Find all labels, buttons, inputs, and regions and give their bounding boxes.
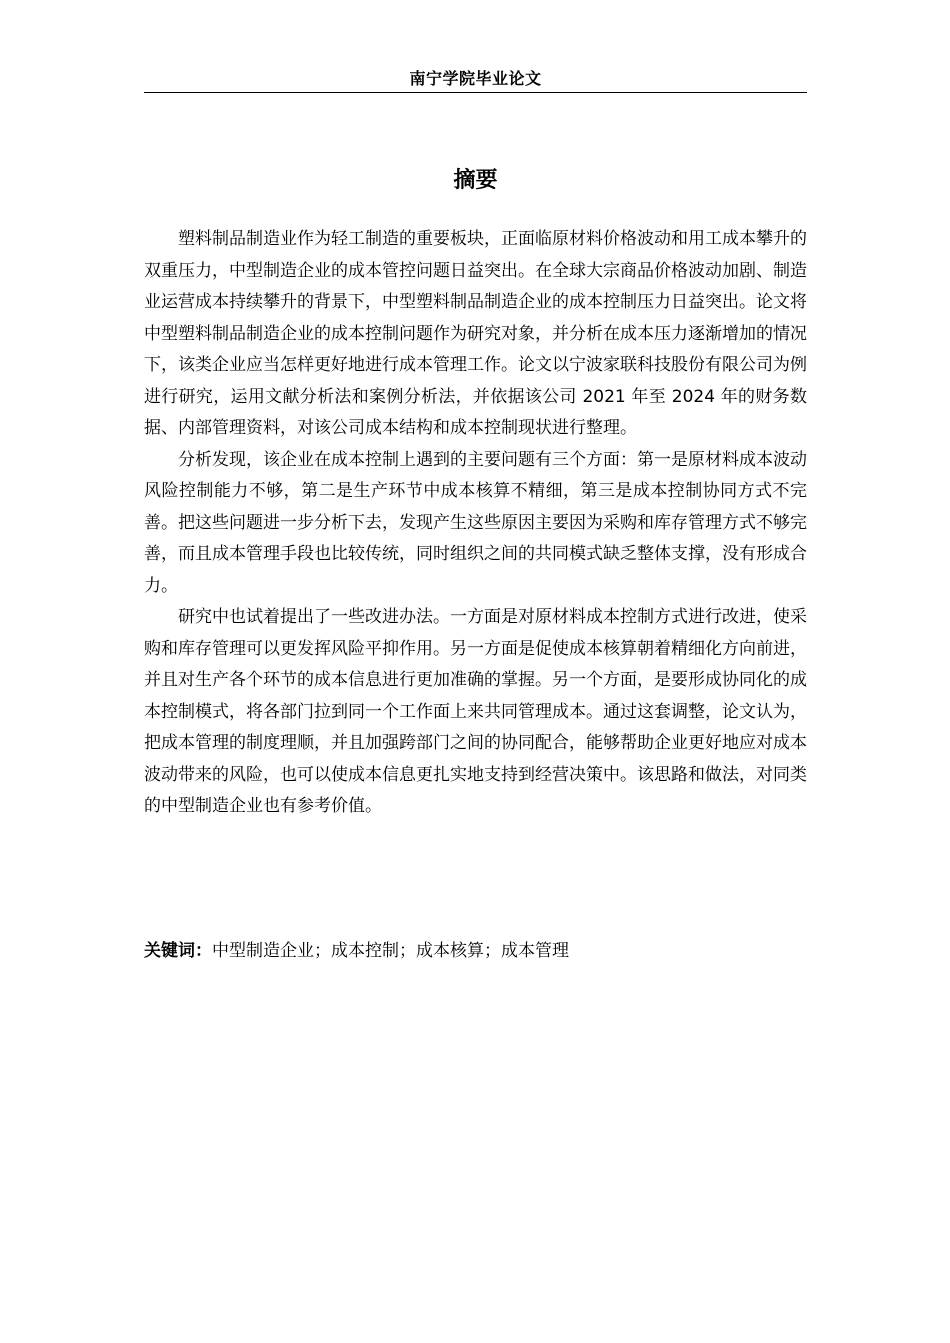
abstract-paragraph-2: 分析发现，该企业在成本控制上遇到的主要问题有三个方面：第一是原材料成本波动风险控制能力不够，第二是生产环节中成本核算不精细，第三是成本控制协同方式不完善。把这些问题进一步分析下去，发现产生这些原因主要因为采购和库存管理方式不够完善，而且成本管理手段也比较传统，同时组织之间的共同模式缺乏整体支撑，没有形成合力。 xyxy=(144,449,807,596)
abstract-body xyxy=(144,224,807,823)
abstract-paragraph-3: 研究中也试着提出了一些改进办法。一方面是对原材料成本控制方式进行改进，使采购和库存管理可以更发挥风险平抑作用。另一方面是促使成本核算朝着精细化方向前进，并且对生产各个环节的成本信息进行更加准确的掌握。另一个方面，是要形成协同化的成本控制模式，将各部门拉到同一个工作面上来共同管理成本。通过这套调整，论文认为，把成本管理的制度理顺，并且加强跨部门之间的协同配合，能够帮助企业更好地应对成本波动带来的风险，也可以使成本信息更扎实地支持到经营决策中。该思路和做法，对同类的中型制造企业也有参考价值。 xyxy=(144,607,807,816)
abstract-paragraph-1: 塑料制品制造业作为轻工制造的重要板块，正面临原材料价格波动和用工成本攀升的双重压力，中型制造企业的成本管控问题日益突出。在全球大宗商品价格波动加剧、制造业运营成本持续攀升的背景下，中型塑料制品制造企业的成本控制压力日益突出。论文将中型塑料制品制造企业的成本控制问题作为研究对象，并分析在成本压力逐渐增加的情况下，该类企业应当怎样更好地进行成本管理工作。论文以宁波家联科技股份有限公司为例进行研究，运用文献分析法和案例分析法，并依据该公司 2021 年至 2024 年的财务数据、内部管理资料，对该公司成本结构和成本控制现状进行整理。 xyxy=(144,229,807,438)
running-header: 南宁学院毕业论文 xyxy=(409,69,542,88)
keywords-label: 关键词： xyxy=(144,941,212,961)
keywords-text: 中型制造企业；成本控制；成本核算；成本管理 xyxy=(212,941,569,961)
abstract-title: 摘要 xyxy=(453,168,498,193)
header-divider xyxy=(144,92,807,93)
keywords-line xyxy=(144,936,807,968)
